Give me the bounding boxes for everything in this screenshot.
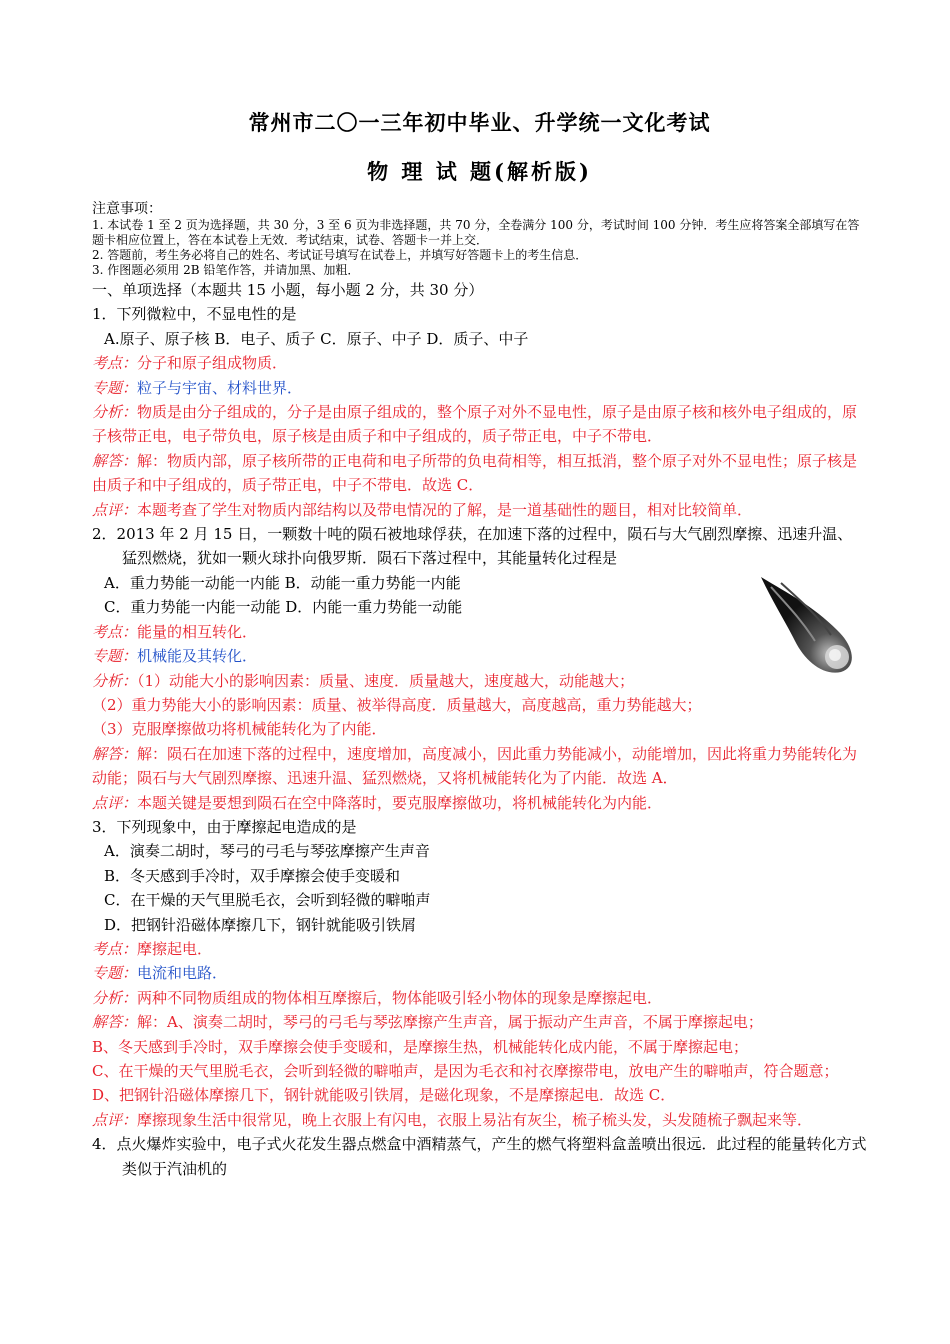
q1-jieda [92,449,867,498]
jieda-text: 解：A、演奏二胡时，琴弓的弓毛与琴弦摩擦产生声音，属于振动产生声音，不属于摩擦起电； [137,1013,763,1032]
q3-option-c: C．在干燥的天气里脱毛衣，会听到轻微的噼啪声 [104,891,431,910]
q3-jieda-2: B、冬天感到手冷时，双手摩擦会使手变暖和，是摩擦生热，机械能转化成内能，不属于摩擦起电； [92,1037,749,1056]
zhuanti-text: 粒子与宇宙、材料世界． [137,378,303,397]
q2-fenxi-2: （2）重力势能大小的影响因素：质量、被举得高度．质量越大，高度越高，重力势能越大； [92,695,702,714]
q4-stem: 4．点火爆炸实验中，电子式火花发生器点燃盒中酒精蒸气，产生的燃气将塑料盒盖喷出很远．此过程的能量转化方式类似于汽油机的 [92,1135,867,1178]
fenxi-label: 分析： [92,671,138,690]
zhuanti-text: 机械能及其转化． [137,647,258,666]
q3-kaodian [92,937,867,961]
q3-dianping [92,1108,867,1132]
jieda-label: 解答： [92,744,138,763]
q2-zhuanti [92,644,867,668]
q1-kaodian [92,351,867,375]
notes-heading: 注意事项： [92,201,162,217]
zhuanti-text: 电流和电路． [137,964,228,983]
q3-jieda-3: C、在干燥的天气里脱毛衣，会听到轻微的噼啪声，是因为毛衣和衬衣摩擦带电，放电产生的噼啪声，符合题意； D、把钢针沿磁体摩擦几下，钢针就能吸引铁屑，是磁化现象，不是摩擦起电．故选 C． [92,1062,839,1105]
dianping-text: 本题考查了学生对物质内部结构以及带电情况的了解，是一道基础性的题目，相对比较简单． [137,500,753,519]
fenxi-text: 两种不同物质组成的物体相互摩擦后，物体能吸引轻小物体的现象是摩擦起电． [137,988,663,1007]
jieda-text: 解：物质内部，原子核所带的正电荷和电子所带的负电荷相等，相互抵消，整个原子对外不显电性；原子核是由质子和中子组成的，质子带正电，中子不带电．故选 C． [92,451,858,495]
jieda-text: 解：陨石在加速下落的过程中，速度增加，高度减小，因此重力势能减小，动能增加，因此将重力势能转化为动能；陨石与大气剧烈摩擦、迅速升温、猛烈燃烧，又将机械能转化为了内能．故选 A． [92,744,858,788]
q2-stem: 2．2013 年 2 月 15 日，一颗数十吨的陨石被地球俘获，在加速下落的过程中，陨石与大气剧烈摩擦、迅速升温、猛烈燃烧，犹如一颗火球扑向俄罗斯．陨石下落过程中，其能量转化过程是 [92,525,853,568]
dianping-label: 点评： [92,500,138,519]
dianping-label: 点评： [92,1110,138,1129]
q1-dianping [92,498,867,522]
dianping-text: 摩擦现象生活中很常见，晚上衣服上有闪电，衣服上易沾有灰尘，梳子梳头发，头发随梳子飘起来等． [137,1110,813,1129]
q1-options: A.原子、原子核 B．电子、质子 C．原子、中子 D．质子、中子 [104,329,529,348]
note-1: 1. 本试卷 1 至 2 页为选择题，共 30 分，3 至 6 页为非选择题，共 70 分，全卷满分 100 分，考试时间 100 分钟．考生应将答案全部填写在答题卡相应位置上，答在本试卷上无效．考试结束，试卷、答题卡一并上交． [92,218,860,247]
fenxi-label: 分析： [92,988,138,1007]
dianping-text: 本题关键是要想到陨石在空中降落时，要克服摩擦做功，将机械能转化为内能． [137,793,663,812]
fenxi-text: （1）动能大小的影响因素：质量、速度．质量越大，速度越大，动能越大； [137,671,635,690]
q3-fenxi [92,986,867,1010]
q3-option-b: B．冬天感到手冷时，双手摩擦会使手变暖和 [104,866,401,885]
jieda-label: 解答： [92,451,138,470]
q1-zhuanti [92,376,867,400]
q1-fenxi [92,400,867,449]
fenxi-text: 物质是由分子组成的，分子是由原子组成的，整个原子对外不显电性，原子是由原子核和核外电子组成的，原子核带正电，电子带负电，原子核是由质子和中子组成的，质子带正电，中子不带电． [92,403,858,446]
q3-jieda-1 [92,1010,867,1034]
q1-stem: 1．下列微粒中，不显电性的是 [92,305,297,324]
note-2: 2. 答题前，考生务必将自己的姓名、考试证号填写在试卷上，并填写好答题卡上的考生信息． [92,248,588,262]
q3-stem: 3．下列现象中，由于摩擦起电造成的是 [92,817,357,836]
q2-jieda [92,742,867,791]
kaodian-text: 分子和原子组成物质． [137,354,288,373]
kaodian-label: 考点： [92,622,138,641]
zhuanti-label: 专题： [92,378,138,397]
section-heading: 一、单项选择（本题共 15 小题，每小题 2 分，共 30 分） [92,281,484,299]
q2-options-row1: A．重力势能一动能一内能 B．动能一重力势能一内能 [104,573,461,592]
fenxi-label: 分析： [92,403,138,422]
zhuanti-label: 专题： [92,647,138,666]
note-3: 3. 作图题必须用 2B 铅笔作答，并请加黑、加粗． [92,263,360,277]
q2-options-row2: C．重力势能一内能一动能 D．内能一重力势能一动能 [104,598,463,617]
kaodian-text: 摩擦起电． [137,939,213,958]
q2-dianping [92,791,867,815]
q2-kaodian [92,620,867,644]
q3-option-d: D．把钢针沿磁体摩擦几下，钢针就能吸引铁屑 [104,915,417,934]
kaodian-label: 考点： [92,939,138,958]
q3-zhuanti [92,961,867,985]
jieda-label: 解答： [92,1013,138,1032]
q3-option-a: A．演奏二胡时，琴弓的弓毛与琴弦摩擦产生声音 [104,842,430,861]
exam-subtitle: 物 理 试 题(解析版) [367,159,592,184]
kaodian-text: 能量的相互转化． [137,622,258,641]
zhuanti-label: 专题： [92,964,138,983]
exam-page [92,108,867,1181]
q2-fenxi-3: （3）克服摩擦做功将机械能转化为了内能． [92,720,387,739]
meteor-image [757,575,862,675]
dianping-label: 点评： [92,793,138,812]
exam-title: 常州市二〇一三年初中毕业、升学统一文化考试 [248,110,711,135]
kaodian-label: 考点： [92,354,138,373]
q2-fenxi-1 [92,669,867,693]
